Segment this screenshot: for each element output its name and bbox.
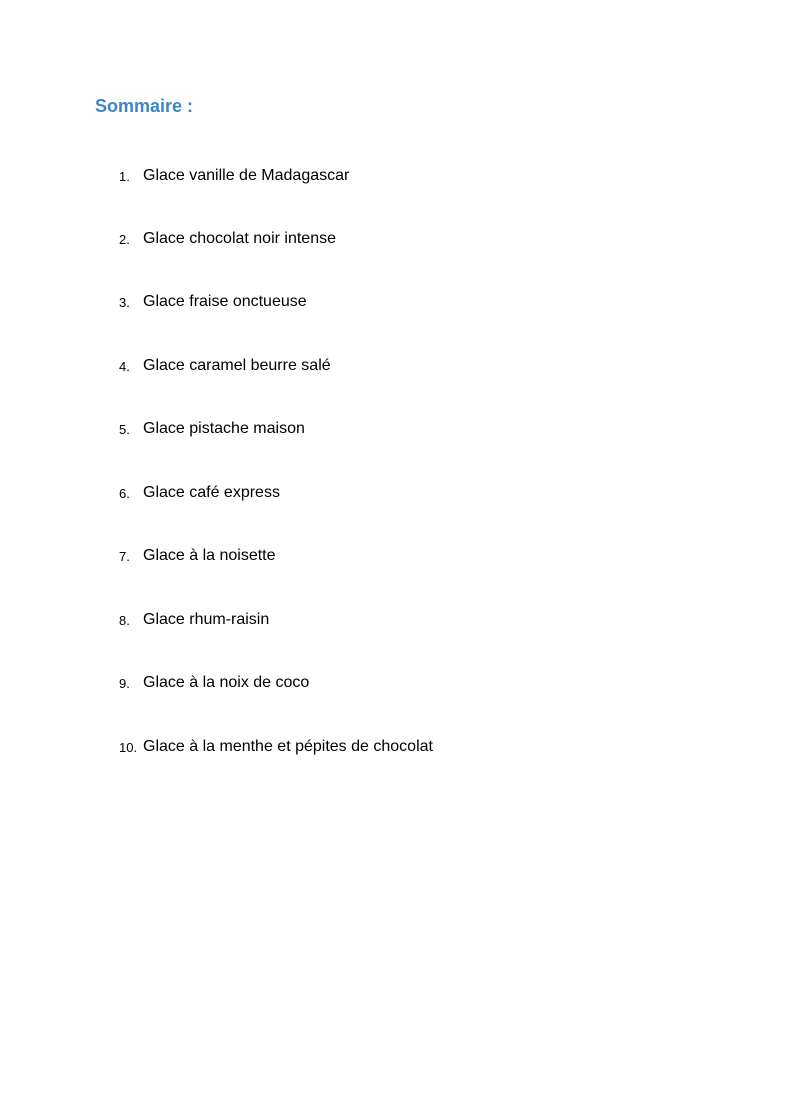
toc-item-number: 5. bbox=[119, 422, 130, 437]
toc-item-number: 2. bbox=[119, 232, 130, 247]
toc-item bbox=[0, 356, 700, 376]
toc-item-number: 4. bbox=[119, 359, 130, 374]
toc-item-number: 6. bbox=[119, 486, 130, 501]
toc-item bbox=[0, 610, 700, 630]
toc-item-number: 1. bbox=[119, 169, 130, 184]
toc-item bbox=[0, 419, 700, 439]
toc-item-number: 9. bbox=[119, 676, 130, 691]
toc-item bbox=[0, 546, 700, 566]
toc-item-label: Glace caramel beurre salé bbox=[143, 357, 331, 374]
page-title: Sommaire : bbox=[95, 96, 194, 116]
toc-item-label: Glace vanille de Madagascar bbox=[143, 167, 350, 184]
toc-item-label: Glace chocolat noir intense bbox=[143, 230, 336, 247]
toc-item-number: 3. bbox=[119, 295, 130, 310]
toc-item-label: Glace à la noisette bbox=[143, 547, 276, 564]
toc-item-label: Glace café express bbox=[143, 484, 280, 501]
toc-item bbox=[0, 166, 700, 186]
toc-item-label: Glace à la noix de coco bbox=[143, 674, 310, 691]
toc-item bbox=[0, 229, 700, 249]
toc-item-label: Glace fraise onctueuse bbox=[143, 293, 307, 310]
toc-item bbox=[0, 737, 700, 757]
toc-item-label: Glace rhum-raisin bbox=[143, 611, 270, 628]
toc-item bbox=[0, 483, 700, 503]
toc-item bbox=[0, 673, 700, 693]
toc-item-label: Glace pistache maison bbox=[143, 420, 305, 437]
toc-item-label: Glace à la menthe et pépites de chocolat bbox=[143, 738, 433, 755]
toc-item-number: 10. bbox=[119, 740, 138, 755]
toc-item bbox=[0, 292, 700, 312]
toc-item-number: 8. bbox=[119, 613, 130, 628]
toc-item-number: 7. bbox=[119, 549, 130, 564]
